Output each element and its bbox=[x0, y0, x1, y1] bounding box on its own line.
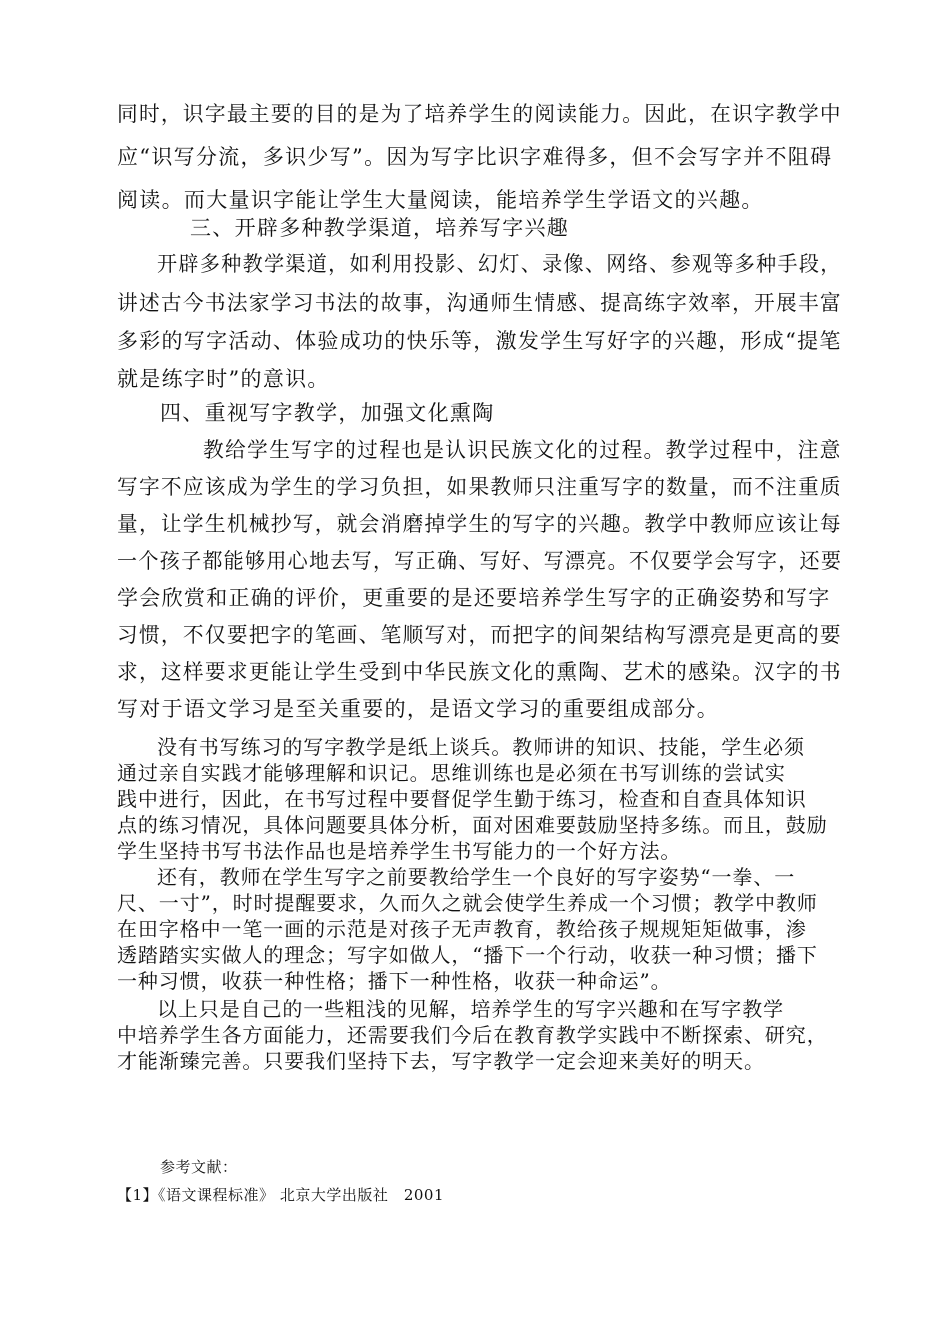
paragraph-line: 践中进行，因此，在书写过程中要督促学生勤于练习，检查和自查具体知识 bbox=[117, 787, 807, 811]
paragraph-line: 学生坚持书写书法作品也是培养学生书写能力的一个好方法。 bbox=[117, 839, 682, 863]
paragraph-line: 中培养学生各方面能力，还需要我们今后在教育教学实践中不断探索、研究， bbox=[117, 1023, 828, 1047]
paragraph-line: 没有书写练习的写字教学是纸上谈兵。教师讲的知识、技能，学生必须 bbox=[157, 735, 805, 759]
paragraph-line: 才能渐臻完善。只要我们坚持下去，写字教学一定会迎来美好的明天。 bbox=[117, 1049, 765, 1073]
paragraph-line: 尺、一寸”，时时提醒要求，久而久之就会使学生养成一个习惯；教学中教师 bbox=[117, 891, 818, 915]
paragraph-line: 一种习惯，收获一种性格；播下一种性格，收获一种命运”。 bbox=[117, 969, 672, 993]
paragraph-line: 阅读。而大量识字能让学生大量阅读，能培养学生学语文的兴趣。 bbox=[117, 188, 764, 212]
paragraph-line: 习惯，不仅要把字的笔画、笔顺写对，而把字的间架结构写漂亮是更高的要 bbox=[117, 623, 842, 647]
paragraph-line: 以上只是自己的一些粗浅的见解，培养学生的写字兴趣和在写字教学 bbox=[157, 997, 784, 1021]
paragraph-line: 写字不应该成为学生的学习负担，如果教师只注重写字的数量，而不注重质 bbox=[117, 475, 842, 499]
paragraph-line: 在田字格中一笔一画的示范是对孩子无声教育，教给孩子规规矩矩做事，渗 bbox=[117, 917, 807, 941]
section-heading-three: 三、开辟多种教学渠道，培养写字兴趣 bbox=[190, 216, 570, 240]
paragraph-line: 开辟多种教学渠道，如利用投影、幻灯、录像、网络、参观等多种手段， bbox=[157, 252, 842, 276]
paragraph-line: 讲述古今书法家学习书法的故事，沟通师生情感、提高练字效率，开展丰富 bbox=[117, 291, 842, 315]
paragraph-line: 点的练习情况，具体问题要具体分析，面对困难要鼓励坚持多练。而且，鼓励 bbox=[117, 813, 828, 837]
paragraph-line: 教给学生写字的过程也是认识民族文化的过程。教学过程中，注意 bbox=[203, 438, 842, 462]
paragraph-line: 透踏踏实实做人的理念；写字如做人，“播下一个行动，收获一种习惯；播下 bbox=[117, 943, 818, 967]
paragraph-line: 就是练字时”的意识。 bbox=[117, 367, 330, 391]
paragraph-line: 同时，识字最主要的目的是为了培养学生的阅读能力。因此，在识字教学中 bbox=[117, 102, 842, 126]
references-title: 参考文献： bbox=[160, 1158, 238, 1176]
reference-item: 【1】《语文课程标准》 北京大学出版社 2001 bbox=[117, 1186, 444, 1204]
paragraph-line: 应“识写分流，多识少写”。因为写字比识字难得多，但不会写字并不阻碍 bbox=[117, 145, 833, 169]
paragraph-line: 还有，教师在学生写字之前要教给学生一个良好的写字姿势“一拳、一 bbox=[157, 865, 796, 889]
paragraph-line: 写对于语文学习是至关重要的，是语文学习的重要组成部分。 bbox=[117, 697, 720, 721]
paragraph-line: 多彩的写字活动、体验成功的快乐等，激发学生写好字的兴趣，形成“提笔 bbox=[117, 329, 842, 353]
paragraph-line: 量，让学生机械抄写，就会消磨掉学生的写字的兴趣。教学中教师应该让每 bbox=[117, 512, 842, 536]
paragraph-line: 通过亲自实践才能够理解和识记。思维训练也是必须在书写训练的尝试实 bbox=[117, 761, 786, 785]
paragraph-line: 求，这样要求更能让学生受到中华民族文化的熏陶、艺术的感染。汉字的书 bbox=[117, 660, 842, 684]
paragraph-line: 一个孩子都能够用心地去写，写正确、写好、写漂亮。不仅要学会写字，还要 bbox=[117, 549, 843, 573]
paragraph-line: 学会欣赏和正确的评价，更重要的是还要培养学生写字的正确姿势和写字 bbox=[117, 586, 831, 610]
section-heading-four: 四、重视写字教学，加强文化熏陶 bbox=[160, 401, 495, 425]
